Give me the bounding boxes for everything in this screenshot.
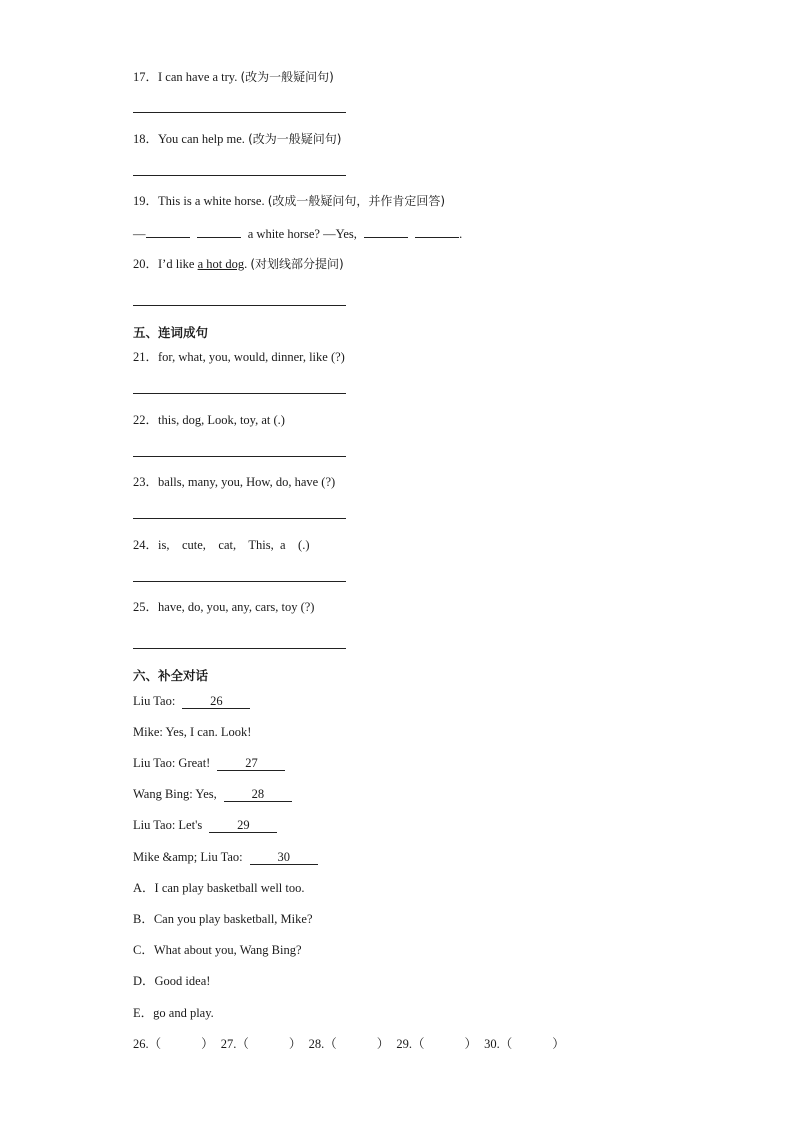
question-text: . <box>244 257 251 271</box>
option-letter: C． <box>133 943 154 957</box>
dialog-line-28: Wang Bing: Yes, 28 <box>133 786 292 802</box>
dialog-line-mike: Mike: Yes, I can. Look! <box>133 725 252 739</box>
underlined-phrase: a hot dog <box>197 257 245 271</box>
question-25 <box>133 599 314 615</box>
fill-blank[interactable] <box>415 225 459 238</box>
answer-slots <box>133 1036 565 1052</box>
question-text: a white horse? —Yes, <box>247 227 357 241</box>
option-e <box>133 1005 214 1021</box>
dialog-line-30 <box>133 849 318 865</box>
question-text: is, cute, cat, This, a (.) <box>158 538 310 552</box>
question-number: 19． <box>133 194 159 208</box>
speaker: Wang Bing: <box>133 787 193 801</box>
answer-line-20[interactable] <box>133 305 346 306</box>
section-heading: 六、补全对话 <box>133 668 209 683</box>
question-number: 23． <box>133 475 159 489</box>
option-text: Can you play basketball, Mike? <box>153 912 313 926</box>
dialog-blank[interactable]: 30 <box>250 850 318 865</box>
question-text: have, do, you, any, cars, toy (?) <box>158 600 315 614</box>
answer-slot-27[interactable]: 27.（ ） <box>220 1037 302 1051</box>
fill-blank[interactable] <box>146 225 190 238</box>
dialog-line-26 <box>133 693 250 709</box>
dialog-line-29: Liu Tao: Let's 29 <box>133 817 277 833</box>
answer-line-25[interactable] <box>133 648 346 649</box>
option-text: I can play basketball well too. <box>154 881 305 895</box>
question-20 <box>133 256 344 272</box>
dialog-blank[interactable]: 28 <box>224 787 292 802</box>
question-number: 21． <box>133 350 159 364</box>
answer-slot-26[interactable]: 26.（ ） <box>133 1037 214 1051</box>
section-heading: 五、连词成句 <box>133 325 209 340</box>
speaker: Liu Tao: <box>133 756 176 770</box>
period: . <box>459 227 463 241</box>
speaker: Liu Tao: <box>133 694 176 708</box>
question-text: for, what, you, would, dinner, like (?) <box>158 350 345 364</box>
question-number: 25． <box>133 600 159 614</box>
option-text: Good idea! <box>154 974 211 988</box>
question-instruction: (改成一般疑问句，并作肯定回答) <box>267 194 446 208</box>
question-text: You can help me. <box>158 132 245 146</box>
dialog-blank[interactable]: 27 <box>217 756 285 771</box>
option-letter: A． <box>133 881 155 895</box>
speaker: Liu Tao: <box>133 818 176 832</box>
answer-slot-30[interactable]: 30.（ ） <box>484 1037 565 1051</box>
question-number: 24． <box>133 538 159 552</box>
option-b <box>133 911 313 927</box>
question-21 <box>133 349 345 365</box>
dash: — <box>133 227 146 241</box>
question-19-blanks <box>133 225 462 242</box>
question-22 <box>133 412 285 428</box>
question-text: I can have a try. <box>158 70 238 84</box>
option-a <box>133 880 304 896</box>
question-text: I’d like <box>158 257 198 271</box>
fill-blank[interactable] <box>197 225 241 238</box>
question-text: balls, many, you, How, do, have (?) <box>158 475 336 489</box>
speaker: Mike &amp; Liu Tao: <box>133 850 243 864</box>
answer-line-17[interactable] <box>133 112 346 113</box>
option-letter: D． <box>133 974 155 988</box>
question-instruction: (改为一般疑问句) <box>240 70 334 84</box>
question-19 <box>133 193 445 209</box>
answer-line-22[interactable] <box>133 456 346 457</box>
fill-blank[interactable] <box>364 225 408 238</box>
dialog-blank[interactable]: 29 <box>209 818 277 833</box>
question-number: 17． <box>133 70 159 84</box>
question-17 <box>133 69 334 85</box>
answer-line-18[interactable] <box>133 175 346 176</box>
answer-line-21[interactable] <box>133 393 346 394</box>
question-number: 18． <box>133 132 159 146</box>
question-number: 20． <box>133 257 159 271</box>
answer-line-24[interactable] <box>133 581 346 582</box>
option-c <box>133 942 302 958</box>
dialog-blank[interactable]: 26 <box>182 694 250 709</box>
option-text: What about you, Wang Bing? <box>153 943 302 957</box>
answer-line-23[interactable] <box>133 518 346 519</box>
answer-slot-29[interactable]: 29.（ ） <box>396 1037 477 1051</box>
question-18 <box>133 131 341 147</box>
question-instruction: (对划线部分提问) <box>250 257 344 271</box>
option-text: go and play. <box>153 1006 214 1020</box>
option-letter: B． <box>133 912 154 926</box>
option-d <box>133 973 210 989</box>
question-instruction: (改为一般疑问句) <box>248 132 342 146</box>
answer-slot-28[interactable]: 28.（ ） <box>308 1037 390 1051</box>
speaker: Mike: <box>133 725 163 739</box>
option-letter: E． <box>133 1006 154 1020</box>
question-23 <box>133 474 335 490</box>
question-number: 22． <box>133 413 159 427</box>
question-text: This is a white horse. <box>158 194 265 208</box>
question-text: this, dog, Look, toy, at (.) <box>158 413 285 427</box>
dialog-line-27: Liu Tao: Great! 27 <box>133 755 285 771</box>
question-24 <box>133 537 310 553</box>
